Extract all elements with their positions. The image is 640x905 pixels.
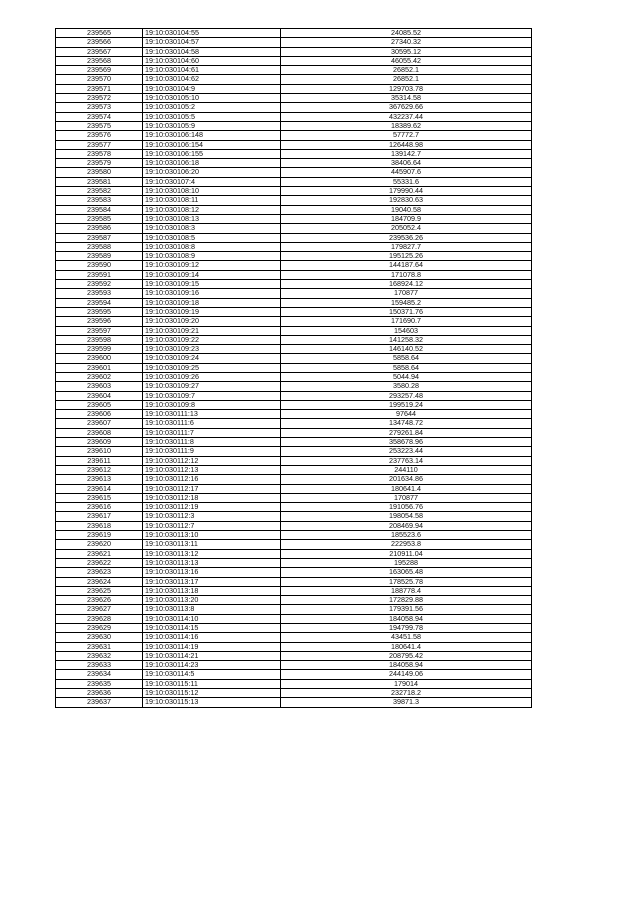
value-cell: 210911.04 xyxy=(281,549,532,558)
value-cell: 184058.94 xyxy=(281,614,532,623)
row-number-cell: 239614 xyxy=(56,484,143,493)
table-row xyxy=(56,438,532,447)
row-number-cell: 239601 xyxy=(56,363,143,372)
cadastral-number-cell: 19:10:030114:16 xyxy=(143,633,281,642)
row-number-cell: 239628 xyxy=(56,614,143,623)
row-number-cell: 239609 xyxy=(56,438,143,447)
row-number-cell: 239586 xyxy=(56,224,143,233)
value-cell: 194799.78 xyxy=(281,624,532,633)
row-number-cell: 239613 xyxy=(56,475,143,484)
value-cell: 26852.1 xyxy=(281,66,532,75)
table-row xyxy=(56,140,532,149)
table-row xyxy=(56,605,532,614)
table-row xyxy=(56,428,532,437)
row-number-cell: 239575 xyxy=(56,121,143,130)
value-cell: 170877 xyxy=(281,493,532,502)
cadastral-number-cell: 19:10:030112:12 xyxy=(143,456,281,465)
value-cell: 184058.94 xyxy=(281,661,532,670)
table-row xyxy=(56,29,532,38)
table-row xyxy=(56,149,532,158)
row-number-cell: 239581 xyxy=(56,177,143,186)
cadastral-number-cell: 19:10:030105:2 xyxy=(143,103,281,112)
value-cell: 5858.64 xyxy=(281,354,532,363)
table-body xyxy=(56,29,532,708)
value-cell: 244110 xyxy=(281,465,532,474)
table-row xyxy=(56,187,532,196)
row-number-cell: 239623 xyxy=(56,568,143,577)
table-row xyxy=(56,94,532,103)
cadastral-number-cell: 19:10:030113:17 xyxy=(143,577,281,586)
table-row xyxy=(56,521,532,530)
value-cell: 126448.98 xyxy=(281,140,532,149)
table-row xyxy=(56,307,532,316)
table-row xyxy=(56,503,532,512)
value-cell: 38406.64 xyxy=(281,159,532,168)
table-row xyxy=(56,679,532,688)
cadastral-number-cell: 19:10:030112:3 xyxy=(143,512,281,521)
cadastral-number-cell: 19:10:030114:15 xyxy=(143,624,281,633)
row-number-cell: 239604 xyxy=(56,391,143,400)
value-cell: 208469.94 xyxy=(281,521,532,530)
row-number-cell: 239622 xyxy=(56,558,143,567)
value-cell: 192830.63 xyxy=(281,196,532,205)
row-number-cell: 239605 xyxy=(56,400,143,409)
table-row xyxy=(56,661,532,670)
table-row xyxy=(56,493,532,502)
table-row xyxy=(56,586,532,595)
value-cell: 5044.94 xyxy=(281,372,532,381)
cadastral-number-cell: 19:10:030113:11 xyxy=(143,540,281,549)
row-number-cell: 239587 xyxy=(56,233,143,242)
data-table xyxy=(55,28,532,708)
table-row xyxy=(56,614,532,623)
value-cell: 139142.7 xyxy=(281,149,532,158)
cadastral-number-cell: 19:10:030113:20 xyxy=(143,596,281,605)
table-row xyxy=(56,419,532,428)
table-row xyxy=(56,317,532,326)
cadastral-number-cell: 19:10:030114:23 xyxy=(143,661,281,670)
cadastral-number-cell: 19:10:030113:10 xyxy=(143,531,281,540)
cadastral-number-cell: 19:10:030104:62 xyxy=(143,75,281,84)
cadastral-number-cell: 19:10:030109:24 xyxy=(143,354,281,363)
table-row xyxy=(56,363,532,372)
cadastral-number-cell: 19:10:030108:3 xyxy=(143,224,281,233)
value-cell: 134748.72 xyxy=(281,419,532,428)
value-cell: 171690.7 xyxy=(281,317,532,326)
cadastral-number-cell: 19:10:030108:8 xyxy=(143,242,281,251)
cadastral-number-cell: 19:10:030112:19 xyxy=(143,503,281,512)
cadastral-number-cell: 19:10:030106:18 xyxy=(143,159,281,168)
row-number-cell: 239599 xyxy=(56,345,143,354)
row-number-cell: 239569 xyxy=(56,66,143,75)
row-number-cell: 239595 xyxy=(56,307,143,316)
cadastral-number-cell: 19:10:030111:9 xyxy=(143,447,281,456)
cadastral-number-cell: 19:10:030108:11 xyxy=(143,196,281,205)
table-row xyxy=(56,410,532,419)
table-row xyxy=(56,540,532,549)
table-row xyxy=(56,66,532,75)
cadastral-number-cell: 19:10:030111:6 xyxy=(143,419,281,428)
table-row xyxy=(56,205,532,214)
table-row xyxy=(56,196,532,205)
value-cell: 18389.62 xyxy=(281,121,532,130)
value-cell: 195125.26 xyxy=(281,252,532,261)
row-number-cell: 239627 xyxy=(56,605,143,614)
cadastral-number-cell: 19:10:030104:9 xyxy=(143,84,281,93)
value-cell: 358678.96 xyxy=(281,438,532,447)
value-cell: 199519.24 xyxy=(281,400,532,409)
table-row xyxy=(56,345,532,354)
table-row xyxy=(56,335,532,344)
row-number-cell: 239565 xyxy=(56,29,143,38)
row-number-cell: 239607 xyxy=(56,419,143,428)
cadastral-number-cell: 19:10:030108:5 xyxy=(143,233,281,242)
row-number-cell: 239572 xyxy=(56,94,143,103)
table-row xyxy=(56,224,532,233)
table-row xyxy=(56,280,532,289)
value-cell: 191056.76 xyxy=(281,503,532,512)
cadastral-number-cell: 19:10:030112:16 xyxy=(143,475,281,484)
table-row xyxy=(56,261,532,270)
value-cell: 244149.06 xyxy=(281,670,532,679)
row-number-cell: 239615 xyxy=(56,493,143,502)
value-cell: 43451.58 xyxy=(281,633,532,642)
row-number-cell: 239567 xyxy=(56,47,143,56)
cadastral-number-cell: 19:10:030109:22 xyxy=(143,335,281,344)
value-cell: 188778.4 xyxy=(281,586,532,595)
value-cell: 150371.76 xyxy=(281,307,532,316)
table-row xyxy=(56,84,532,93)
cadastral-number-cell: 19:10:030115:13 xyxy=(143,698,281,707)
table-row xyxy=(56,642,532,651)
table-row xyxy=(56,372,532,381)
value-cell: 180641.4 xyxy=(281,642,532,651)
row-number-cell: 239620 xyxy=(56,540,143,549)
cadastral-number-cell: 19:10:030112:13 xyxy=(143,465,281,474)
table-row xyxy=(56,549,532,558)
row-number-cell: 239590 xyxy=(56,261,143,270)
row-number-cell: 239600 xyxy=(56,354,143,363)
value-cell: 24085.52 xyxy=(281,29,532,38)
table-row xyxy=(56,447,532,456)
row-number-cell: 239577 xyxy=(56,140,143,149)
value-cell: 179827.7 xyxy=(281,242,532,251)
table-row xyxy=(56,651,532,660)
table-row xyxy=(56,159,532,168)
row-number-cell: 239591 xyxy=(56,270,143,279)
row-number-cell: 239579 xyxy=(56,159,143,168)
cadastral-number-cell: 19:10:030105:10 xyxy=(143,94,281,103)
cadastral-number-cell: 19:10:030115:11 xyxy=(143,679,281,688)
row-number-cell: 239634 xyxy=(56,670,143,679)
row-number-cell: 239576 xyxy=(56,131,143,140)
row-number-cell: 239585 xyxy=(56,214,143,223)
row-number-cell: 239636 xyxy=(56,689,143,698)
cadastral-number-cell: 19:10:030109:20 xyxy=(143,317,281,326)
value-cell: 184709.9 xyxy=(281,214,532,223)
cadastral-number-cell: 19:10:030109:19 xyxy=(143,307,281,316)
value-cell: 178525.78 xyxy=(281,577,532,586)
row-number-cell: 239625 xyxy=(56,586,143,595)
row-number-cell: 239608 xyxy=(56,428,143,437)
table-row xyxy=(56,270,532,279)
cadastral-number-cell: 19:10:030112:18 xyxy=(143,493,281,502)
value-cell: 179391.56 xyxy=(281,605,532,614)
cadastral-number-cell: 19:10:030108:12 xyxy=(143,205,281,214)
value-cell: 19040.58 xyxy=(281,205,532,214)
cadastral-number-cell: 19:10:030114:5 xyxy=(143,670,281,679)
value-cell: 279261.84 xyxy=(281,428,532,437)
table-row xyxy=(56,168,532,177)
cadastral-number-cell: 19:10:030109:25 xyxy=(143,363,281,372)
table-row xyxy=(56,326,532,335)
row-number-cell: 239617 xyxy=(56,512,143,521)
value-cell: 237763.14 xyxy=(281,456,532,465)
table-row xyxy=(56,670,532,679)
value-cell: 232718.2 xyxy=(281,689,532,698)
cadastral-number-cell: 19:10:030104:57 xyxy=(143,38,281,47)
cadastral-number-cell: 19:10:030109:7 xyxy=(143,391,281,400)
row-number-cell: 239616 xyxy=(56,503,143,512)
row-number-cell: 239593 xyxy=(56,289,143,298)
cadastral-number-cell: 19:10:030106:20 xyxy=(143,168,281,177)
table-row xyxy=(56,112,532,121)
cadastral-number-cell: 19:10:030114:10 xyxy=(143,614,281,623)
cadastral-number-cell: 19:10:030104:60 xyxy=(143,56,281,65)
value-cell: 39871.3 xyxy=(281,698,532,707)
value-cell: 5858.64 xyxy=(281,363,532,372)
table-row xyxy=(56,568,532,577)
value-cell: 239536.26 xyxy=(281,233,532,242)
table-row xyxy=(56,596,532,605)
row-number-cell: 239571 xyxy=(56,84,143,93)
table-row xyxy=(56,698,532,707)
cadastral-number-cell: 19:10:030109:8 xyxy=(143,400,281,409)
table-row xyxy=(56,391,532,400)
cadastral-number-cell: 19:10:030108:10 xyxy=(143,187,281,196)
table-row xyxy=(56,56,532,65)
table-row xyxy=(56,233,532,242)
table-row xyxy=(56,252,532,261)
value-cell: 30595.12 xyxy=(281,47,532,56)
row-number-cell: 239566 xyxy=(56,38,143,47)
row-number-cell: 239568 xyxy=(56,56,143,65)
row-number-cell: 239574 xyxy=(56,112,143,121)
cadastral-number-cell: 19:10:030105:5 xyxy=(143,112,281,121)
cadastral-number-cell: 19:10:030109:26 xyxy=(143,372,281,381)
cadastral-number-cell: 19:10:030113:8 xyxy=(143,605,281,614)
table-row xyxy=(56,689,532,698)
value-cell: 201634.86 xyxy=(281,475,532,484)
row-number-cell: 239631 xyxy=(56,642,143,651)
value-cell: 154603 xyxy=(281,326,532,335)
row-number-cell: 239573 xyxy=(56,103,143,112)
value-cell: 185523.6 xyxy=(281,531,532,540)
row-number-cell: 239602 xyxy=(56,372,143,381)
row-number-cell: 239578 xyxy=(56,149,143,158)
row-number-cell: 239612 xyxy=(56,465,143,474)
cadastral-number-cell: 19:10:030109:12 xyxy=(143,261,281,270)
row-number-cell: 239582 xyxy=(56,187,143,196)
value-cell: 159485.2 xyxy=(281,298,532,307)
value-cell: 432237.44 xyxy=(281,112,532,121)
cadastral-number-cell: 19:10:030111:7 xyxy=(143,428,281,437)
value-cell: 146140.52 xyxy=(281,345,532,354)
value-cell: 26852.1 xyxy=(281,75,532,84)
row-number-cell: 239570 xyxy=(56,75,143,84)
value-cell: 144187.64 xyxy=(281,261,532,270)
value-cell: 168924.12 xyxy=(281,280,532,289)
value-cell: 170877 xyxy=(281,289,532,298)
row-number-cell: 239632 xyxy=(56,651,143,660)
cadastral-number-cell: 19:10:030115:12 xyxy=(143,689,281,698)
cadastral-number-cell: 19:10:030109:18 xyxy=(143,298,281,307)
value-cell: 367629.66 xyxy=(281,103,532,112)
row-number-cell: 239629 xyxy=(56,624,143,633)
table-row xyxy=(56,577,532,586)
cadastral-number-cell: 19:10:030104:55 xyxy=(143,29,281,38)
table-row xyxy=(56,75,532,84)
table-row xyxy=(56,177,532,186)
row-number-cell: 239633 xyxy=(56,661,143,670)
value-cell: 171078.8 xyxy=(281,270,532,279)
value-cell: 3580.28 xyxy=(281,382,532,391)
table-row xyxy=(56,38,532,47)
table-row xyxy=(56,465,532,474)
value-cell: 97644 xyxy=(281,410,532,419)
table-row xyxy=(56,47,532,56)
table-row xyxy=(56,382,532,391)
value-cell: 141258.32 xyxy=(281,335,532,344)
row-number-cell: 239583 xyxy=(56,196,143,205)
cadastral-number-cell: 19:10:030109:27 xyxy=(143,382,281,391)
row-number-cell: 239596 xyxy=(56,317,143,326)
table-row xyxy=(56,289,532,298)
table-row xyxy=(56,298,532,307)
table-row xyxy=(56,214,532,223)
cadastral-number-cell: 19:10:030114:19 xyxy=(143,642,281,651)
value-cell: 129703.78 xyxy=(281,84,532,93)
cadastral-number-cell: 19:10:030111:13 xyxy=(143,410,281,419)
value-cell: 179990.44 xyxy=(281,187,532,196)
table-row xyxy=(56,354,532,363)
cadastral-number-cell: 19:10:030111:8 xyxy=(143,438,281,447)
table-row xyxy=(56,633,532,642)
row-number-cell: 239588 xyxy=(56,242,143,251)
value-cell: 46055.42 xyxy=(281,56,532,65)
cadastral-number-cell: 19:10:030109:15 xyxy=(143,280,281,289)
cadastral-number-cell: 19:10:030113:12 xyxy=(143,549,281,558)
table-row xyxy=(56,558,532,567)
value-cell: 172829.88 xyxy=(281,596,532,605)
table-row xyxy=(56,624,532,633)
table-row xyxy=(56,103,532,112)
value-cell: 179014 xyxy=(281,679,532,688)
row-number-cell: 239624 xyxy=(56,577,143,586)
value-cell: 35314.58 xyxy=(281,94,532,103)
cadastral-number-cell: 19:10:030108:9 xyxy=(143,252,281,261)
table-row xyxy=(56,531,532,540)
cadastral-number-cell: 19:10:030109:16 xyxy=(143,289,281,298)
table-row xyxy=(56,475,532,484)
row-number-cell: 239594 xyxy=(56,298,143,307)
value-cell: 195288 xyxy=(281,558,532,567)
cadastral-number-cell: 19:10:030109:23 xyxy=(143,345,281,354)
cadastral-number-cell: 19:10:030113:18 xyxy=(143,586,281,595)
value-cell: 445907.6 xyxy=(281,168,532,177)
value-cell: 198054.58 xyxy=(281,512,532,521)
row-number-cell: 239598 xyxy=(56,335,143,344)
cadastral-number-cell: 19:10:030109:14 xyxy=(143,270,281,279)
cadastral-number-cell: 19:10:030108:13 xyxy=(143,214,281,223)
cadastral-number-cell: 19:10:030112:17 xyxy=(143,484,281,493)
cadastral-number-cell: 19:10:030107:4 xyxy=(143,177,281,186)
row-number-cell: 239584 xyxy=(56,205,143,214)
cadastral-number-cell: 19:10:030105:9 xyxy=(143,121,281,130)
value-cell: 293257.48 xyxy=(281,391,532,400)
row-number-cell: 239603 xyxy=(56,382,143,391)
cadastral-number-cell: 19:10:030112:7 xyxy=(143,521,281,530)
value-cell: 27340.32 xyxy=(281,38,532,47)
table-row xyxy=(56,484,532,493)
row-number-cell: 239635 xyxy=(56,679,143,688)
cadastral-number-cell: 19:10:030104:58 xyxy=(143,47,281,56)
value-cell: 205052.4 xyxy=(281,224,532,233)
row-number-cell: 239580 xyxy=(56,168,143,177)
row-number-cell: 239621 xyxy=(56,549,143,558)
row-number-cell: 239606 xyxy=(56,410,143,419)
table-row xyxy=(56,400,532,409)
row-number-cell: 239630 xyxy=(56,633,143,642)
row-number-cell: 239589 xyxy=(56,252,143,261)
table-row xyxy=(56,121,532,130)
value-cell: 253223.44 xyxy=(281,447,532,456)
value-cell: 208795.42 xyxy=(281,651,532,660)
cadastral-number-cell: 19:10:030106:155 xyxy=(143,149,281,158)
table-row xyxy=(56,131,532,140)
row-number-cell: 239592 xyxy=(56,280,143,289)
row-number-cell: 239611 xyxy=(56,456,143,465)
cadastral-number-cell: 19:10:030104:61 xyxy=(143,66,281,75)
value-cell: 57772.7 xyxy=(281,131,532,140)
cadastral-number-cell: 19:10:030106:148 xyxy=(143,131,281,140)
value-cell: 180641.4 xyxy=(281,484,532,493)
row-number-cell: 239618 xyxy=(56,521,143,530)
cadastral-number-cell: 19:10:030106:154 xyxy=(143,140,281,149)
cadastral-number-cell: 19:10:030113:16 xyxy=(143,568,281,577)
table-row xyxy=(56,242,532,251)
value-cell: 55331.6 xyxy=(281,177,532,186)
row-number-cell: 239637 xyxy=(56,698,143,707)
cadastral-number-cell: 19:10:030113:13 xyxy=(143,558,281,567)
cadastral-number-cell: 19:10:030109:21 xyxy=(143,326,281,335)
row-number-cell: 239626 xyxy=(56,596,143,605)
row-number-cell: 239597 xyxy=(56,326,143,335)
table-row xyxy=(56,512,532,521)
table-row xyxy=(56,456,532,465)
value-cell: 163065.48 xyxy=(281,568,532,577)
row-number-cell: 239610 xyxy=(56,447,143,456)
cadastral-number-cell: 19:10:030114:21 xyxy=(143,651,281,660)
value-cell: 222953.8 xyxy=(281,540,532,549)
row-number-cell: 239619 xyxy=(56,531,143,540)
